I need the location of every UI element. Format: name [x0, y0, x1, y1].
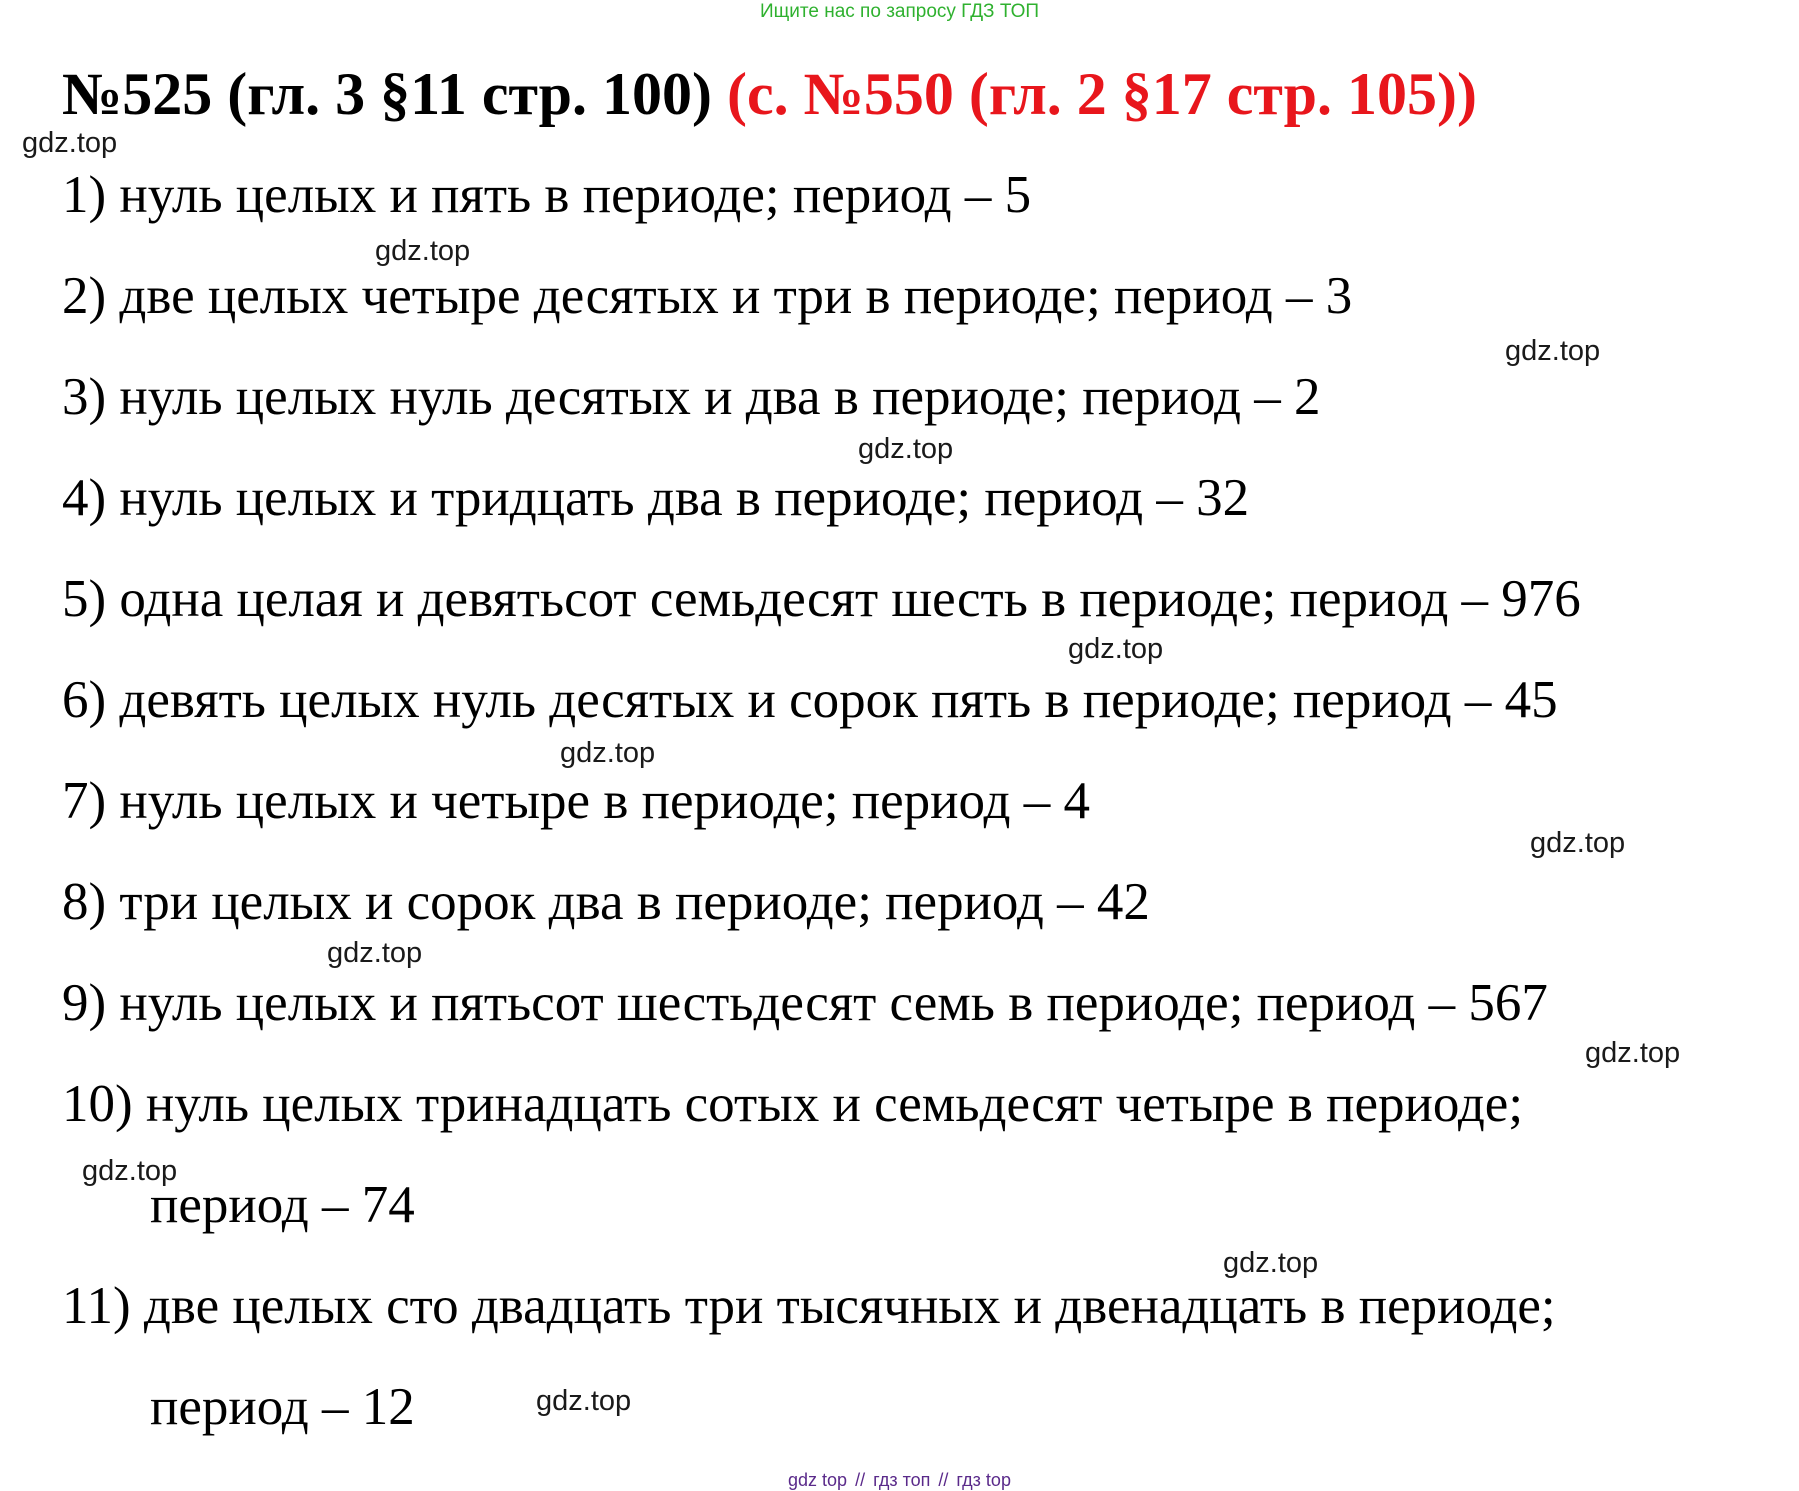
answer-line-5: 5) одна целая и девятьсот семьдесят шесть в периоде; период – 976	[62, 570, 1581, 628]
answer-line-10-continued: период – 74	[150, 1176, 415, 1234]
watermark: gdz.top	[536, 1385, 632, 1417]
watermark: gdz.top	[1223, 1247, 1319, 1279]
answer-line-2: 2) две целых четыре десятых и три в периоде; период – 3	[62, 267, 1353, 325]
answer-line-11-continued: период – 12	[150, 1378, 415, 1436]
title-main: №525 (гл. 3 §11 стр. 100)	[62, 61, 713, 127]
watermark: gdz.top	[1505, 335, 1601, 367]
answer-line-11: 11) две целых сто двадцать три тысячных и двенадцать в периоде;	[62, 1277, 1556, 1335]
footer-separator: //	[855, 1470, 866, 1490]
watermark: gdz.top	[1585, 1037, 1681, 1069]
watermark: gdz.top	[560, 737, 656, 769]
answer-line-10: 10) нуль целых тринадцать сотых и семьдесят четыре в периоде;	[62, 1075, 1524, 1133]
watermark: gdz.top	[327, 937, 423, 969]
footer-link-1: gdz top	[788, 1470, 848, 1490]
watermark: gdz.top	[82, 1155, 178, 1187]
answer-line-6: 6) девять целых нуль десятых и сорок пять в периоде; период – 45	[62, 671, 1558, 729]
answer-line-4: 4) нуль целых и тридцать два в периоде; период – 32	[62, 469, 1250, 527]
top-banner: Ищите нас по запросу ГДЗ ТОП	[759, 1, 1040, 22]
answer-line-1: 1) нуль целых и пять в периоде; период – 5	[62, 166, 1032, 224]
answer-line-7: 7) нуль целых и четыре в периоде; период – 4	[62, 772, 1090, 830]
footer	[0, 1469, 1799, 1491]
page-title	[62, 58, 1477, 130]
watermark: gdz.top	[1068, 633, 1164, 665]
watermark: gdz.top	[22, 127, 118, 159]
footer-link-2: гдз топ	[873, 1470, 931, 1490]
footer-separator: //	[938, 1470, 949, 1490]
watermark: gdz.top	[858, 433, 954, 465]
watermark: gdz.top	[375, 235, 471, 267]
answer-line-3: 3) нуль целых нуль десятых и два в периоде; период – 2	[62, 368, 1321, 426]
footer-link-3: гдз top	[956, 1470, 1011, 1490]
answer-line-8: 8) три целых и сорок два в периоде; период – 42	[62, 873, 1150, 931]
answer-line-9: 9) нуль целых и пятьсот шестьдесят семь в периоде; период – 567	[62, 974, 1548, 1032]
title-alt: (с. №550 (гл. 2 §17 стр. 105))	[727, 61, 1477, 127]
watermark: gdz.top	[1530, 827, 1626, 859]
